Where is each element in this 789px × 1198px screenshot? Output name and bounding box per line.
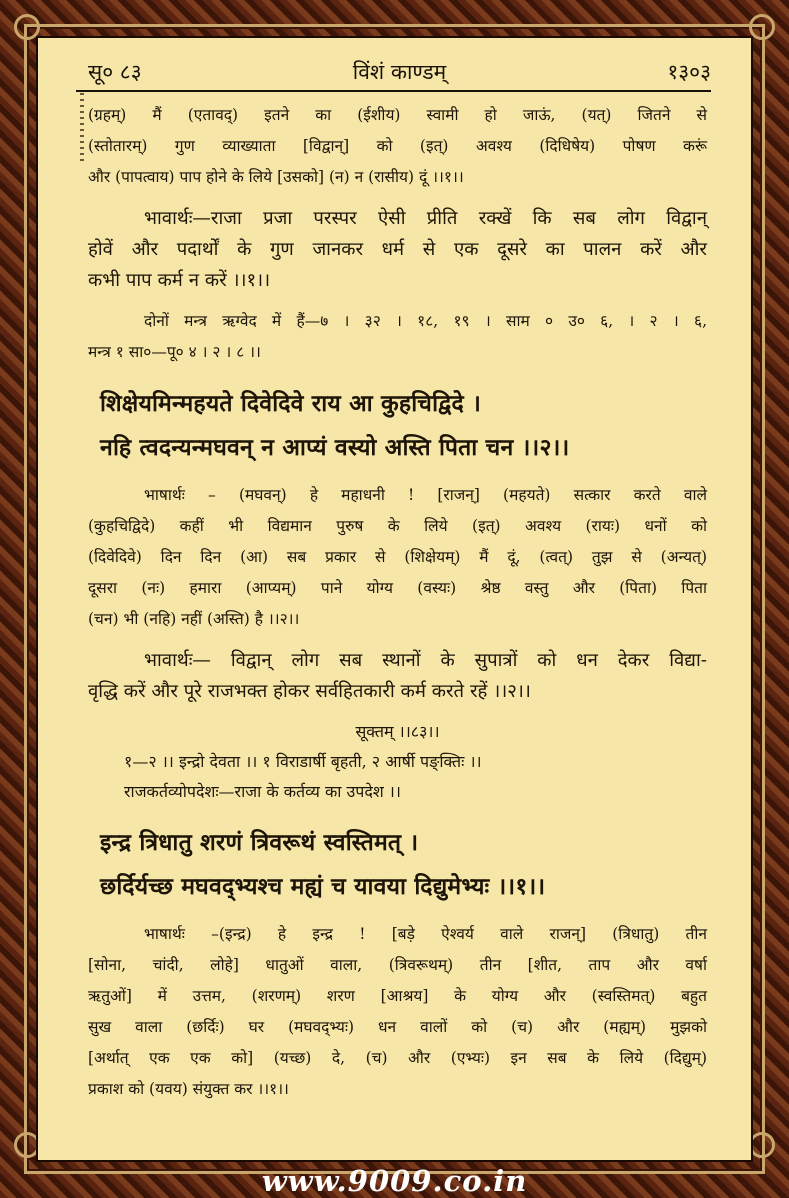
mantra-line: शिक्षेयमिन्महयते दिवेदिवे राय आ कुहचिद्विदे । bbox=[100, 390, 481, 417]
sukta-number: सू० ८३ bbox=[88, 60, 142, 84]
reference-line: दोनों मन्त्र ऋग्वेद में हैं—७ । ३२ । १८, १९ । साम ० उ० ६, । २ । ६, bbox=[144, 312, 707, 330]
text-line: और (पापत्वाय) पाप होने के लिये [उसको] (न) न (रासीय) दूं ।।१।। bbox=[88, 168, 464, 186]
text-line: (कुहचिद्विदे) कहीं भी विद्यमान पुरुष के लिये (इत्) अवश्य (रायः) धनों को bbox=[88, 517, 707, 535]
text-line: सुख वाला (छर्दिः) घर (मघवद्भ्यः) धन वालों को (च) और (मह्यम्) मुझको bbox=[88, 1018, 707, 1036]
page-number: १३०३ bbox=[667, 60, 711, 84]
text-line: (दिवेदिवे) दिन दिन (आ) सब प्रकार से (शिक्षेयम्) मैं दूं, (त्वत्) तुझ से (अन्यत्) bbox=[88, 548, 707, 566]
text-line: भाषार्थः –(इन्द्र) हे इन्द्र ! [बड़े ऐश्वर्य वाले राजन्] (त्रिधातु) तीन bbox=[144, 925, 707, 943]
text-line: प्रकाश को (यवय) संयुक्त कर ।।१।। bbox=[88, 1080, 289, 1098]
text-line: दूसरा (नः) हमारा (आप्यम्) पाने योग्य (वस्यः) श्रेष्ठ वस्तु और (पिता) पिता bbox=[88, 579, 707, 597]
page-header bbox=[88, 54, 711, 88]
reference-line: मन्त्र १ सा०—पू० ४ । २ । ८ ।। bbox=[88, 343, 261, 361]
text-line: भावार्थः—राजा प्रजा परस्पर ऐसी प्रीति रक्खें कि सब लोग विद्वान् bbox=[144, 208, 707, 229]
text-line: (चन) भी (नहि) नहीं (अस्ति) है ।।२।। bbox=[88, 610, 300, 628]
header-rule bbox=[76, 90, 711, 92]
topic-line: राजकर्तव्योपदेशः—राजा के कर्तव्य का उपदेश ।। bbox=[124, 782, 401, 801]
text-line: होवें और पदार्थों के गुण जानकर धर्म से एक दूसरे का पालन करें और bbox=[88, 239, 707, 260]
sukta-heading: सूक्तम् ।।८३।। bbox=[355, 722, 440, 741]
scanned-page bbox=[36, 36, 753, 1162]
text-line: कभी पाप कर्म न करें ।।१।। bbox=[88, 270, 271, 291]
text-line: ऋतुओं] में उत्तम, (शरणम्) शरण [आश्रय] के योग्य और (स्वस्तिमत्) बहुत bbox=[88, 987, 707, 1005]
text-line: [सोना, चांदी, लोहे] धातुओं वाला, (त्रिवरूथम्) तीन [शीत, ताप और वर्षा bbox=[88, 956, 707, 974]
site-url-watermark: www.9009.co.in bbox=[261, 1164, 528, 1198]
mantra-line: इन्द्र त्रिधातु शरणं त्रिवरूथं स्वस्तिमत् । bbox=[100, 829, 419, 856]
text-line: भाषार्थः – (मघवन्) हे महाधनी ! [राजन्] (महयते) सत्कार करते वाले bbox=[144, 486, 707, 504]
devata-line: १—२ ।। इन्द्रो देवता ।। १ विराडार्षी बृहती, २ आर्षी पङ्क्तिः ।। bbox=[124, 752, 482, 771]
text-line: भावार्थः— विद्वान् लोग सब स्थानों के सुपात्रों को धन देकर विद्या- bbox=[144, 650, 707, 671]
kanda-title: विंशं काण्डम् bbox=[352, 60, 447, 84]
text-line: (स्तोतारम्) गुण व्याख्याता [विद्वान्] को (इत्) अवश्य (दिधिषेय) पोषण करूं bbox=[88, 137, 707, 155]
text-line: (ग्रहम्) मैं (एतावद्) इतने का (ईशीय) स्वामी हो जाऊं, (यत्) जितने से bbox=[88, 106, 707, 124]
text-line: वृद्धि करें और पूरे राजभक्त होकर सर्वहितकारी कर्म करते रहें ।।२।। bbox=[88, 681, 531, 702]
mantra-line: छर्दिर्यच्छ मघवद्भ्यश्च मह्यं च यावया दिद्युमेभ्यः ।।१।। bbox=[100, 873, 546, 900]
mantra-line: नहि त्वदन्यन्मघवन् न आप्यं वस्यो अस्ति पिता चन ।।२।। bbox=[100, 434, 570, 461]
text-line: [अर्थात् एक एक को] (यच्छ) दे, (च) और (एभ्यः) इन सब के लिये (दिद्युम्) bbox=[88, 1049, 707, 1067]
page-body bbox=[88, 100, 707, 1105]
margin-mark bbox=[80, 93, 84, 163]
